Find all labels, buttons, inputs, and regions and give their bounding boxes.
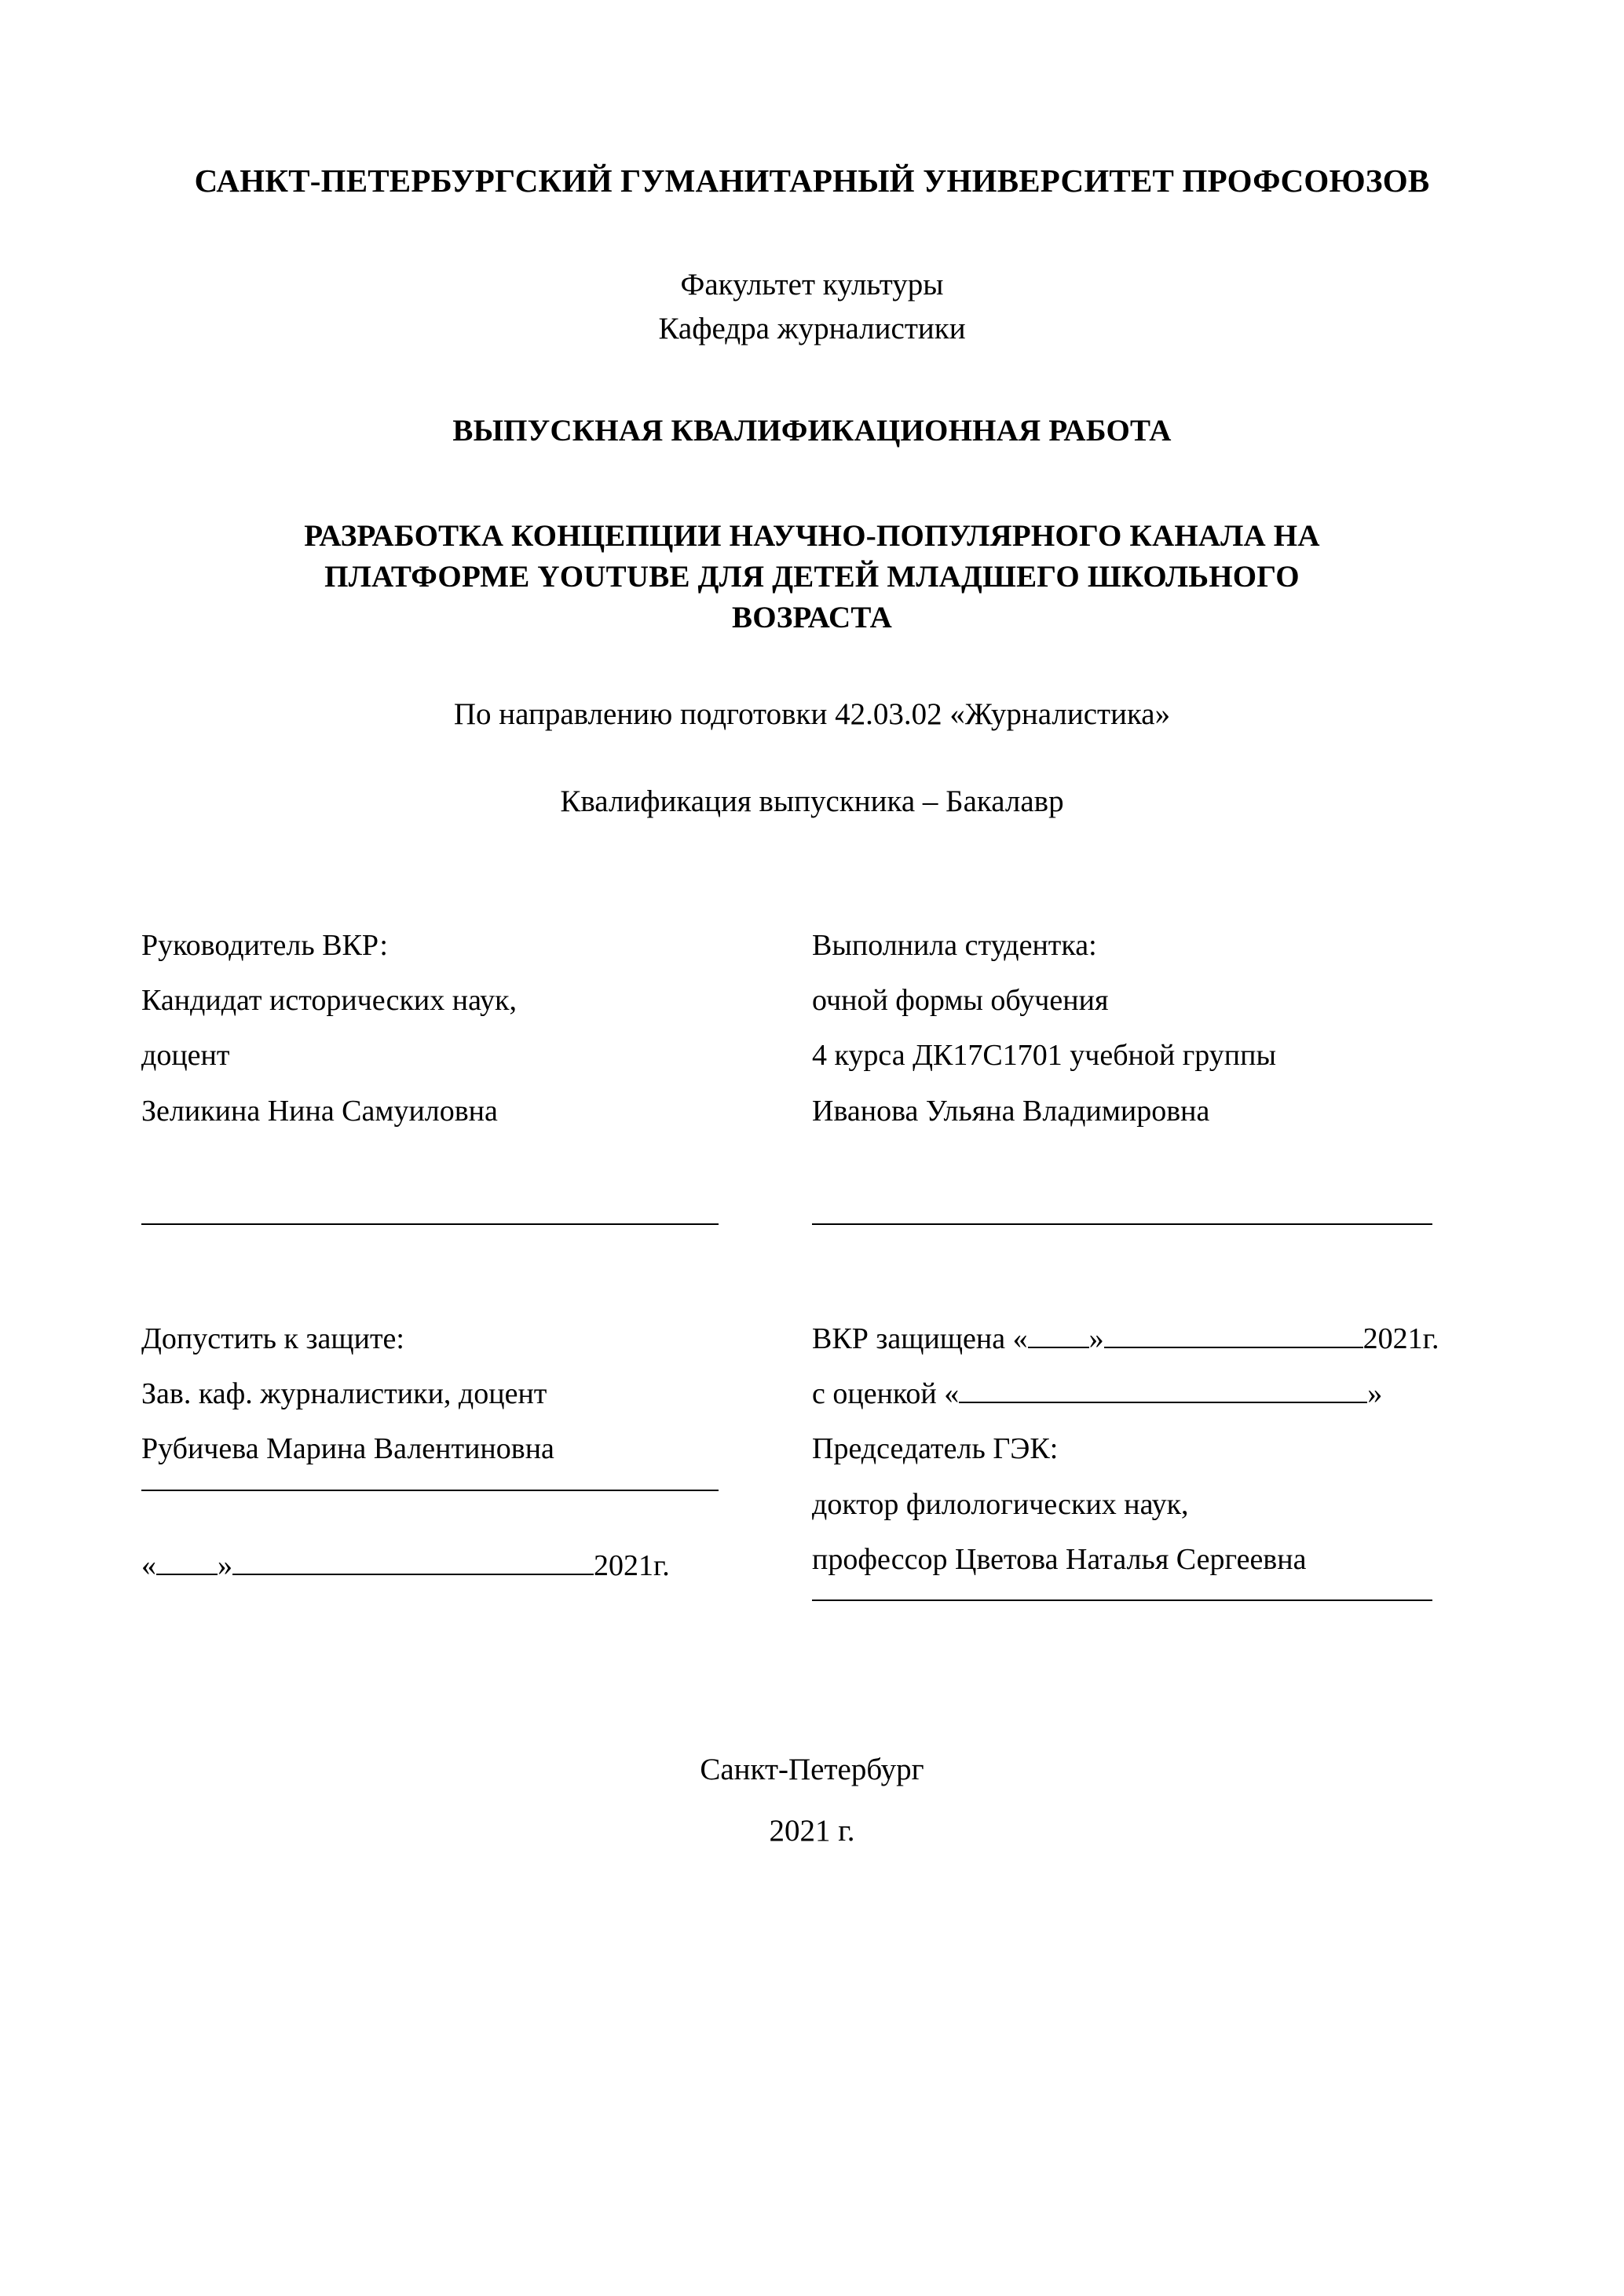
admission-day-blank: [156, 1574, 218, 1575]
defense-grade-line: [812, 1366, 1483, 1421]
department-name: Кафедра журналистики: [658, 311, 966, 345]
gek-chair-name: профессор Цветова Наталья Сергеевна: [812, 1543, 1307, 1576]
defense-date-quote-close: »: [1088, 1322, 1104, 1355]
year: 2021 г.: [769, 1814, 855, 1848]
city: Санкт-Петербург: [700, 1753, 924, 1787]
gek-chair-signature-line: [812, 1600, 1432, 1601]
university-name: САНКТ-ПЕТЕРБУРГСКИЙ ГУМАНИТАРНЫЙ УНИВЕРСИТЕТ ПРОФСОЮЗОВ: [194, 163, 1430, 199]
supervisor-name: Зеликина Нина Самуиловна: [141, 1094, 498, 1128]
defense-year: 2021г.: [1362, 1322, 1439, 1355]
admission-year: 2021г.: [594, 1548, 670, 1582]
faculty-block: [141, 263, 1483, 350]
admission-month-blank: [232, 1574, 594, 1575]
student-form-of-study: очной формы обучения: [812, 983, 1109, 1017]
defense-date-line: [812, 1311, 1483, 1366]
gek-chair-label: Председатель ГЭК:: [812, 1432, 1059, 1466]
faculty-name: Факультет культуры: [680, 268, 944, 302]
supervisor-degree: Кандидат исторических наук,: [141, 983, 518, 1017]
supervisor-signature-line: [141, 1223, 719, 1225]
defense-day-blank: [1028, 1347, 1089, 1348]
admission-column: [141, 1311, 812, 1601]
defense-grade-blank: [959, 1402, 1367, 1403]
department-head-name: Рубичева Марина Валентиновна: [141, 1432, 554, 1466]
admission-defense-block: [141, 1311, 1483, 1601]
admission-date-quote-close: »: [218, 1548, 232, 1582]
department-head-position: Зав. каф. журналистики, доцент: [141, 1377, 547, 1411]
work-theme: РАЗРАБОТКА КОНЦЕПЦИИ НАУЧНО-ПОПУЛЯРНОГО КАНАЛА НА ПЛАТФОРМЕ YOUTUBE ДЛЯ ДЕТЕЙ МЛАДШЕГО ШКОЛЬНОГО ВОЗРАСТА: [304, 519, 1320, 634]
admission-spacer: [141, 1491, 781, 1538]
student-role-label: Выполнила студентка:: [812, 928, 1097, 962]
admission-date-line: [141, 1538, 781, 1593]
defense-month-blank: [1104, 1347, 1363, 1348]
supervisor-role-label: Руководитель ВКР:: [141, 928, 388, 962]
defense-grade-prefix: с оценкой «: [812, 1377, 960, 1411]
supervisor-position: доцент: [141, 1039, 230, 1073]
student-group: 4 курса ДК17С1701 учебной группы: [812, 1039, 1277, 1073]
admission-date-quote-open: «: [141, 1548, 156, 1582]
gek-chair-degree: доктор филологических наук,: [812, 1487, 1189, 1521]
defense-grade-quote-close: »: [1367, 1377, 1383, 1411]
student-column: [812, 918, 1483, 1225]
supervisor-student-block: [141, 918, 1483, 1225]
work-type: ВЫПУСКНАЯ КВАЛИФИКАЦИОННАЯ РАБОТА: [452, 414, 1172, 448]
admission-title: Допустить к защите:: [141, 1322, 404, 1355]
supervisor-column: [141, 918, 812, 1225]
defense-date-prefix: ВКР защищена «: [812, 1322, 1028, 1355]
direction-of-study: По направлению подготовки 42.03.02 «Журналистика»: [453, 696, 1171, 731]
student-name: Иванова Ульяна Владимировна: [812, 1094, 1210, 1128]
student-signature-line: [812, 1223, 1432, 1225]
footer-block: [141, 1739, 1483, 1862]
defense-column: [812, 1311, 1483, 1601]
qualification: Квалификация выпускника – Бакалавр: [560, 784, 1064, 818]
